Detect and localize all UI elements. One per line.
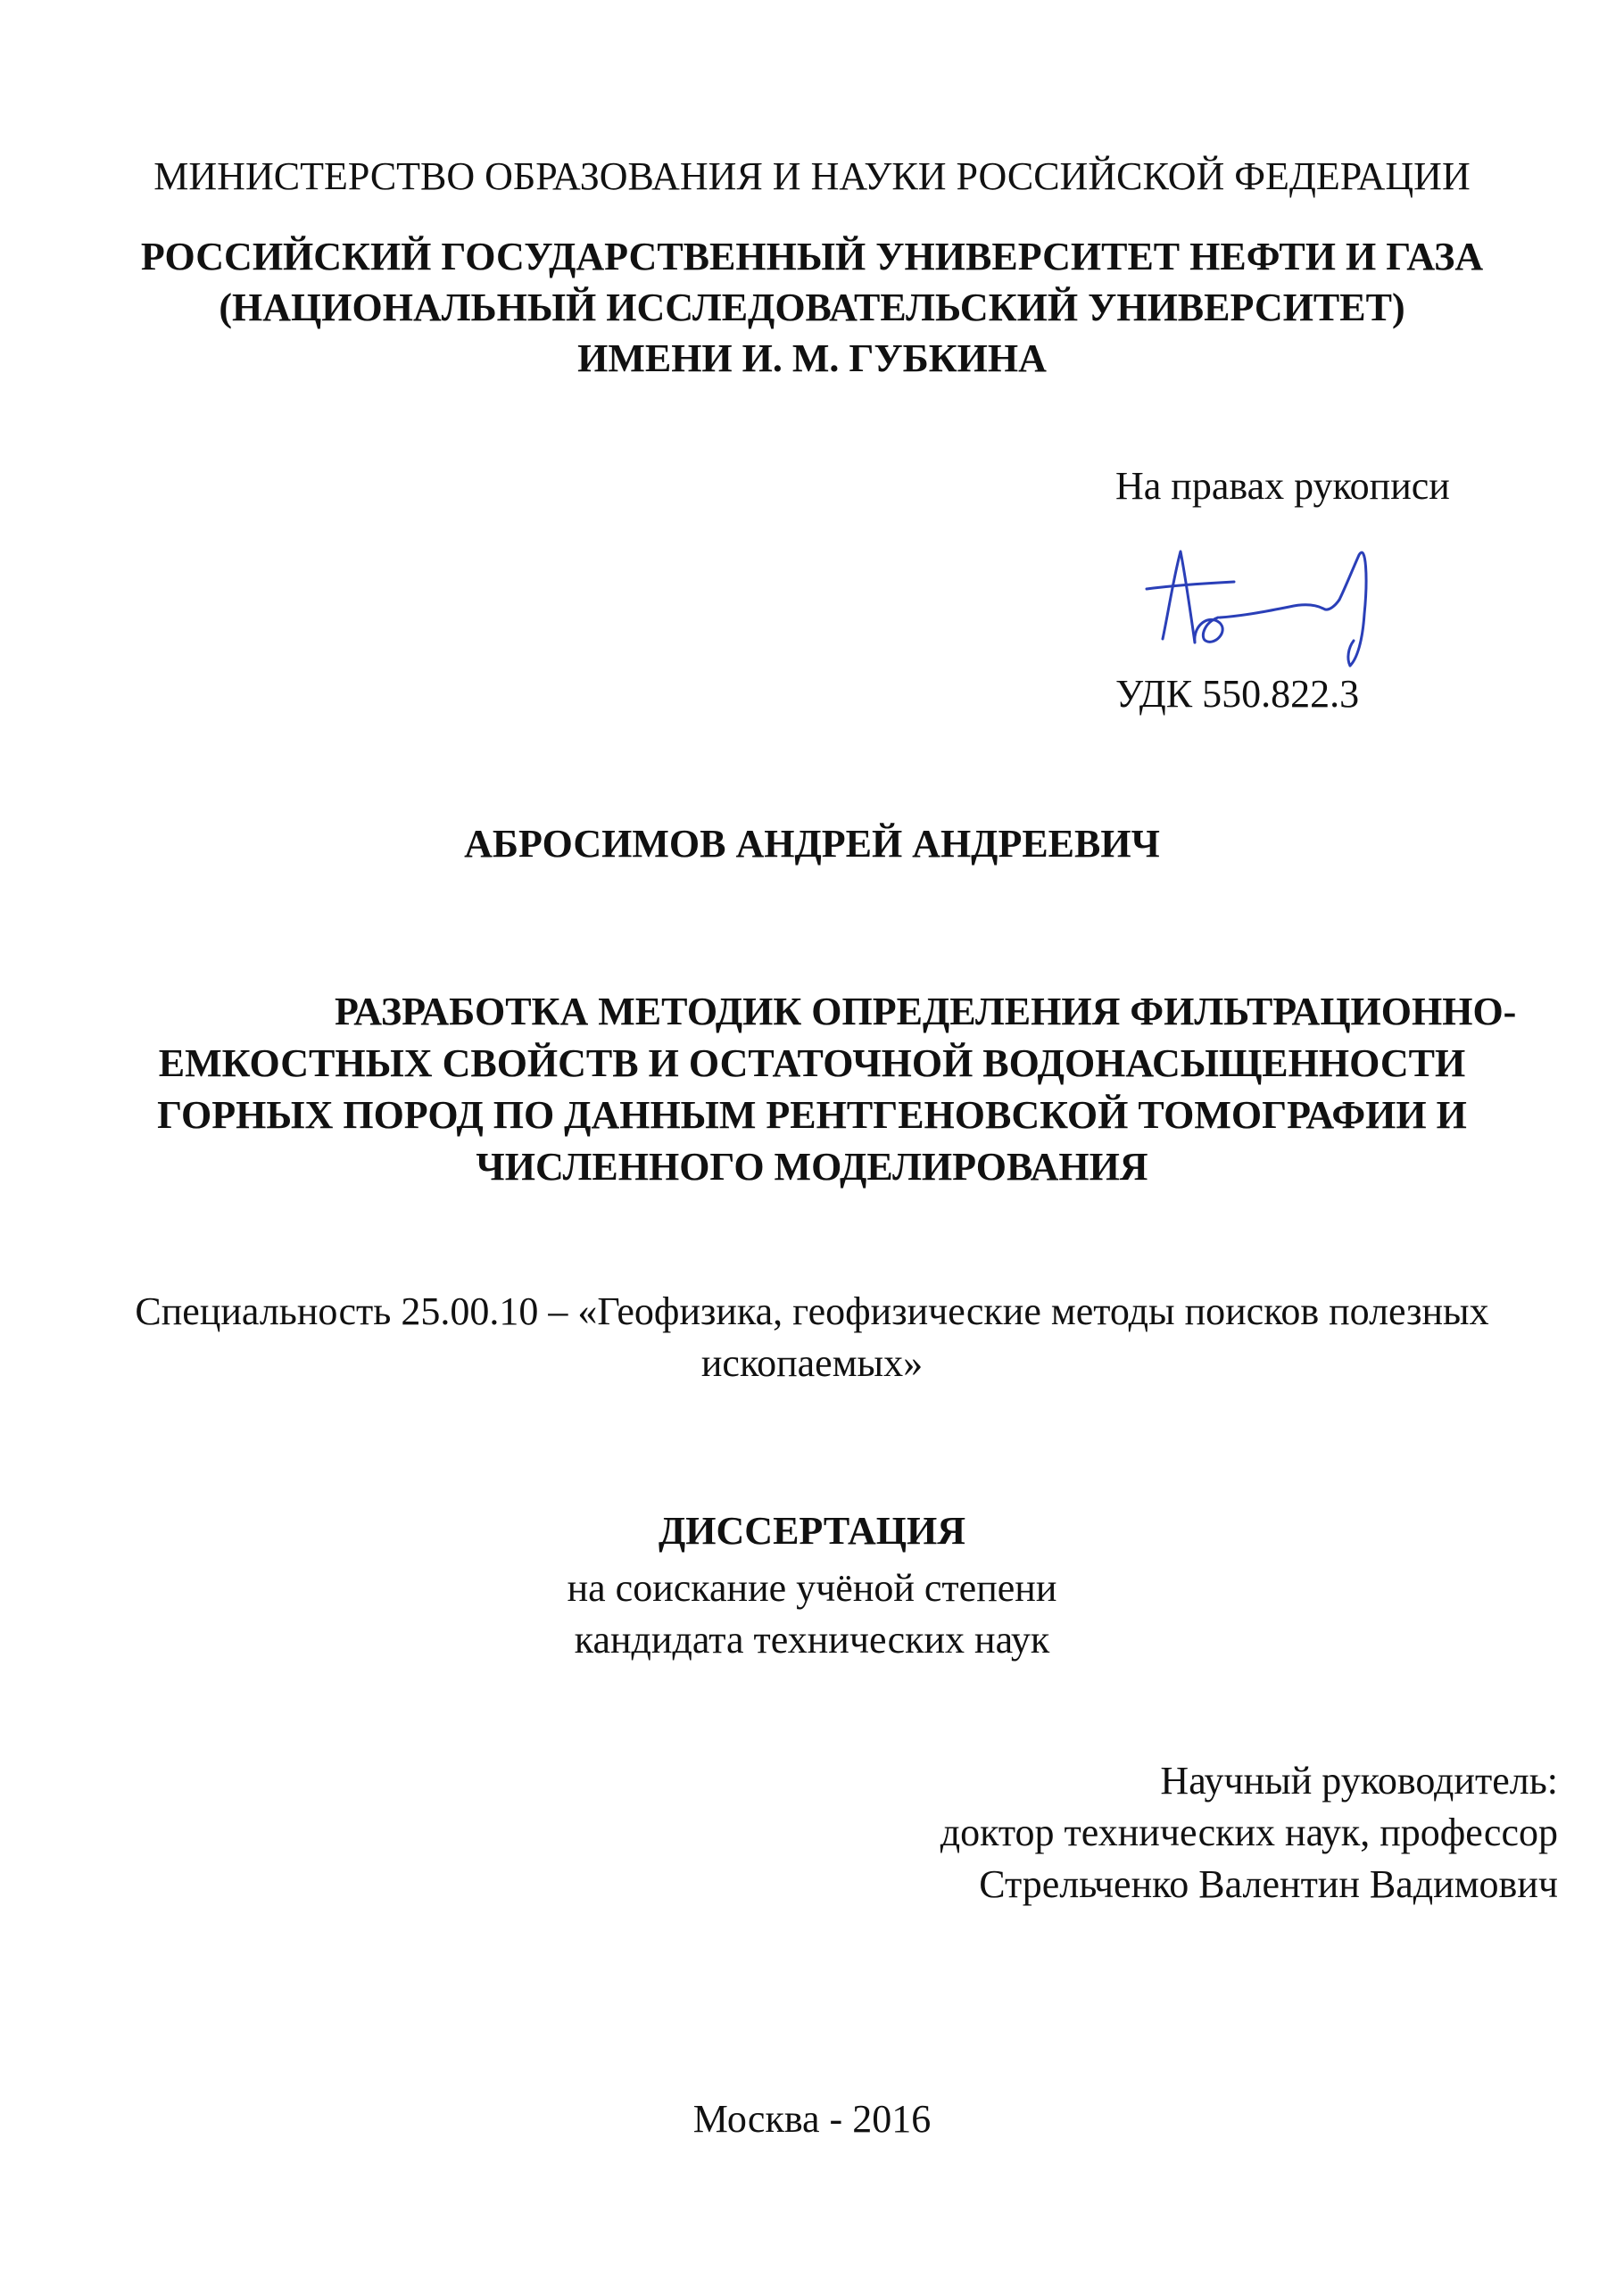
supervisor-label: Научный руководитель: bbox=[1160, 1759, 1558, 1803]
supervisor-name: Стрельченко Валентин Вадимович bbox=[979, 1862, 1558, 1906]
dissertation-degree-line2: кандидата технических наук bbox=[574, 1618, 1050, 1662]
specialty-line2: ископаемых» bbox=[700, 1341, 924, 1385]
thesis-title-line1: РАЗРАБОТКА МЕТОДИК ОПРЕДЕЛЕНИЯ ФИЛЬТРАЦИОННО- bbox=[335, 990, 1517, 1033]
udc-code: УДК 550.822.3 bbox=[1115, 672, 1360, 716]
specialty-line1: Специальность 25.00.10 – «Геофизика, геофизические методы поисков полезных bbox=[135, 1289, 1489, 1333]
supervisor-degree: доктор технических наук, профессор bbox=[940, 1811, 1558, 1854]
thesis-title-line4: ЧИСЛЕННОГО МОДЕЛИРОВАНИЯ bbox=[476, 1145, 1148, 1189]
signature-image bbox=[1138, 525, 1414, 676]
university-name-line3: ИМЕНИ И. М. ГУБКИНА bbox=[577, 336, 1047, 380]
author-name: АБРОСИМОВ АНДРЕЙ АНДРЕЕВИЧ bbox=[464, 822, 1160, 866]
dissertation-degree-line1: на соискание учёной степени bbox=[567, 1566, 1057, 1610]
university-name-line1: РОССИЙСКИЙ ГОСУДАРСТВЕННЫЙ УНИВЕРСИТЕТ НЕФТИ И ГАЗА bbox=[140, 235, 1484, 278]
thesis-title-line2: ЕМКОСТНЫХ СВОЙСТВ И ОСТАТОЧНОЙ ВОДОНАСЫЩЕННОСТИ bbox=[158, 1041, 1466, 1085]
manuscript-rights-label: На правах рукописи bbox=[1115, 464, 1450, 508]
ministry-line: МИНИСТЕРСТВО ОБРАЗОВАНИЯ И НАУКИ РОССИЙСКОЙ ФЕДЕРАЦИИ bbox=[153, 154, 1471, 198]
dissertation-heading: ДИССЕРТАЦИЯ bbox=[659, 1509, 965, 1553]
university-name-line2: (НАЦИОНАЛЬНЫЙ ИССЛЕДОВАТЕЛЬСКИЙ УНИВЕРСИТЕТ) bbox=[219, 286, 1405, 329]
city-year: Москва - 2016 bbox=[692, 2097, 932, 2141]
thesis-title-line3: ГОРНЫХ ПОРОД ПО ДАННЫМ РЕНТГЕНОВСКОЙ ТОМОГРАФИИ И bbox=[157, 1093, 1467, 1137]
